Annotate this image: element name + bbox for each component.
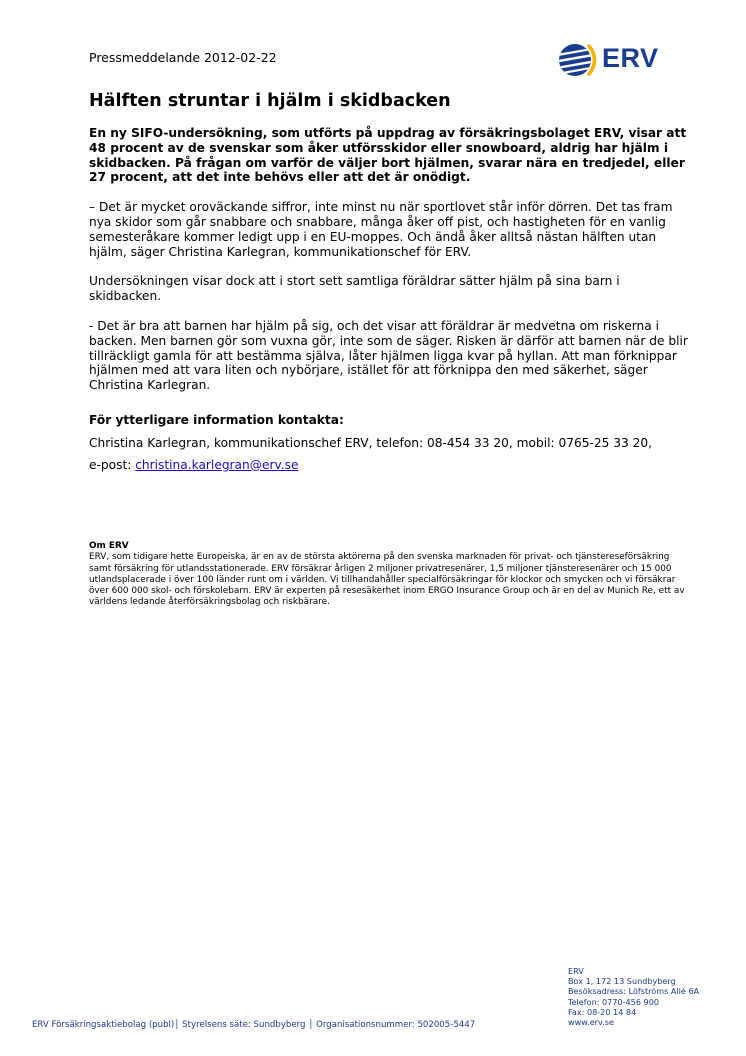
address-line: ERV: [568, 966, 584, 976]
contact-email-line: [89, 454, 689, 476]
about-section: [89, 541, 689, 609]
about-text: ERV, som tidigare hette Europeiska, är en av de största aktörerna på den svenska marknaden för privat- och tjänstereseförsäkring samt försäkring för utlandsstationerade. ERV försäkrar årligen 2 miljoner privatresenärer, 1,5 miljoner tjänsteresenärer och 15 000 utlandsplacerade i över 100 länder runt om i världen. Vi tillhandahåller specialförsäkringar för klockor och smycken och vi försäkrar över 600 000 skol- och förskolebarn. ERV är experten på resesäkerhet inom ERGO Insurance Group och är en del av Munich Re, ett av världens ledande återförsäkringsbolag och riskbärare.: [89, 552, 685, 608]
email-link[interactable]: christina.karlegran@erv.se: [135, 457, 299, 472]
body-paragraph: Undersökningen visar dock att i stort sett samtliga föräldrar sätter hjälm på sina barn i skidbacken.: [89, 274, 620, 304]
address-line: Besöksadress: Löfströms Allé 6A: [568, 986, 700, 997]
body-paragraph: – Det är mycket oroväckande siffror, inte minst nu när sportlovet står inför dörren. Det tas fram nya skidor som går snabbare och snabbare, många åker off pist, och hastigheten för en vanlig semesteråkare kommer ledigt upp i en EU-moppes. Och ändå åker alltså nästan hälften utan hjälm, säger Christina Karlegran, kommunikationschef för ERV.: [89, 200, 673, 259]
footer-legal: ERV Försäkringsaktiebolag (publ)│ Styrelsens säte: Sundbyberg │ Organisationsnummer: 502005-5447: [32, 1020, 476, 1030]
address-line: Box 1, 172 13 Sundbyberg: [568, 976, 676, 987]
logo-wordmark: ERV: [602, 43, 659, 73]
contact-details: Christina Karlegran, kommunikationschef ERV, telefon: 08-454 33 20, mobil: 0765-25 33 20,: [89, 435, 653, 450]
article-title: Hälften struntar i hjälm i skidbacken: [89, 91, 451, 111]
erv-logo: [556, 40, 676, 80]
address-line: Fax: 08-20 14 84: [568, 1006, 637, 1017]
body-paragraph: - Det är bra att barnen har hjälm på sig, och det visar att föräldrar är medvetna om riskerna i backen. Men barnen gör som vuxna gör, inte som de säger. Risken är därför att barnen när de blir tillräckligt gamla för att bestämma själva, låter hjälmen ligga kvar på hyllan. Att man förknippar hjälmen med att vara liten och nybörjare, istället för att förknippa den med säkerhet, säger Christina Karlegran.: [89, 318, 688, 393]
footer-address: [568, 966, 699, 1027]
article-body: [89, 126, 689, 476]
lead-paragraph: En ny SIFO-undersökning, som utförts på uppdrag av försäkringsbolaget ERV, visar att 48 procent av de svenskar som åker utförsskidor eller snowboard, aldrig har hjälm i skidbacken. På frågan om varför de väljer bort hjälmen, svarar nära en tredjedel, eller 27 procent, att det inte behövs eller att det är onödigt.: [89, 126, 687, 185]
website-link[interactable]: www.erv.se: [568, 1017, 614, 1028]
address-line: Telefon: 0770-456 900: [568, 996, 659, 1007]
email-label: e-post:: [89, 457, 136, 472]
press-release-date: Pressmeddelande 2012-02-22: [89, 50, 277, 65]
about-heading: Om ERV: [89, 541, 129, 551]
contact-heading: För ytterligare information kontakta:: [89, 412, 344, 427]
globe-icon: [556, 40, 600, 80]
